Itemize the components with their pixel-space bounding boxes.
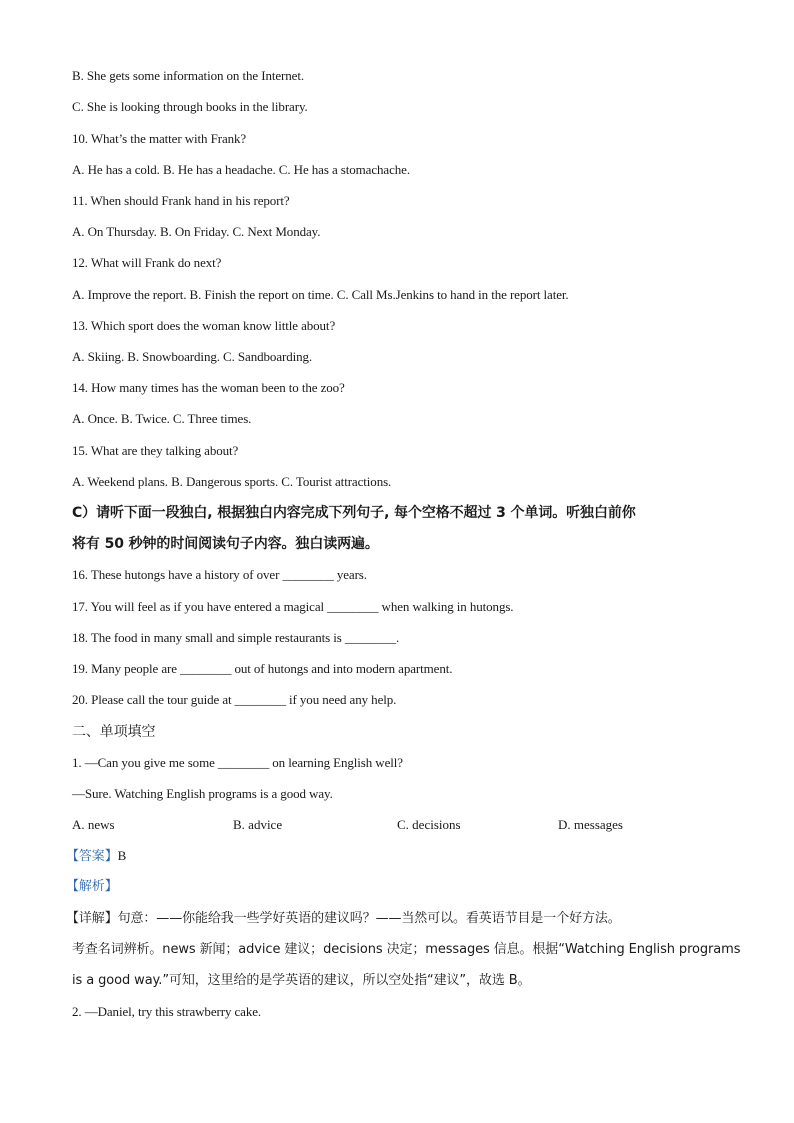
answer-value: B: [117, 848, 127, 863]
options-11: A. On Thursday. B. On Friday. C. Next Monday.: [72, 224, 321, 239]
q1-option-d: D. messages: [558, 817, 623, 832]
options-15: A. Weekend plans. B. Dangerous sports. C. Tourist attractions.: [72, 474, 392, 489]
q1-option-c: C. decisions: [397, 817, 461, 832]
detail-line-3: is a good way.”可知，这里给的是学英语的建议，所以空处指“建议”，故选 B。: [72, 973, 531, 988]
answer-line: [66, 848, 126, 865]
q1-reply: —Sure. Watching English programs is a good way.: [72, 786, 333, 801]
question-11: 11. When should Frank hand in his report?: [72, 193, 290, 208]
options-10: A. He has a cold. B. He has a headache. C. He has a stomachache.: [72, 162, 410, 177]
question-13: 13. Which sport does the woman know little about?: [72, 318, 336, 333]
fill-item-20: 20. Please call the tour guide at ________ if you need any help.: [72, 692, 397, 707]
q1-stem: 1. —Can you give me some ________ on learning English well?: [72, 755, 403, 770]
fill-item-17: 17. You will feel as if you have entered a magical ________ when walking in hutongs.: [72, 599, 514, 614]
analysis-label: 【解析】: [66, 879, 118, 894]
options-12: A. Improve the report. B. Finish the report on time. C. Call Ms.Jenkins to hand in the report later.: [72, 287, 569, 302]
detail-line-2: 考查名词辨析。news 新闻；advice 建议；decisions 决定；messages 信息。根据“Watching English programs: [72, 942, 741, 957]
question-2-stem: 2. —Daniel, try this strawberry cake.: [72, 1004, 262, 1019]
option-line: C. She is looking through books in the library.: [72, 99, 308, 114]
q1-option-a: A. news: [72, 817, 115, 832]
detail-line-1: 【详解】句意：——你能给我一些学好英语的建议吗？——当然可以。看英语节目是一个好方法。: [66, 911, 621, 926]
question-14: 14. How many times has the woman been to the zoo?: [72, 380, 345, 395]
fill-item-16: 16. These hutongs have a history of over ________ years.: [72, 567, 367, 582]
section-c-instructions: C）请听下面一段独白, 根据独白内容完成下列句子, 每个空格不超过 3 个单词。听独白前你: [72, 505, 636, 521]
fill-item-18: 18. The food in many small and simple restaurants is ________.: [72, 630, 400, 645]
section-c-instructions-cont: 将有 50 秒钟的时间阅读句子内容。独白读两遍。: [72, 536, 379, 552]
option-line: B. She gets some information on the Internet.: [72, 68, 304, 83]
question-15: 15. What are they talking about?: [72, 443, 239, 458]
question-10: 10. What’s the matter with Frank?: [72, 131, 247, 146]
fill-item-19: 19. Many people are ________ out of hutongs and into modern apartment.: [72, 661, 453, 676]
question-12: 12. What will Frank do next?: [72, 255, 222, 270]
options-13: A. Skiing. B. Snowboarding. C. Sandboarding.: [72, 349, 313, 364]
options-14: A. Once. B. Twice. C. Three times.: [72, 411, 252, 426]
section-two-title: 二、单项填空: [72, 724, 156, 740]
answer-label: 【答案】: [66, 849, 118, 864]
q1-option-b: B. advice: [233, 817, 283, 832]
